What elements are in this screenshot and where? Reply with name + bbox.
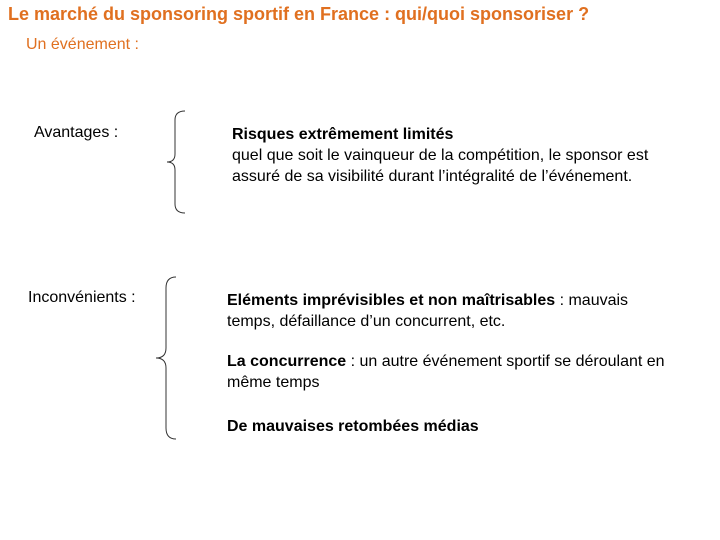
drawback-text: : un autre événement sportif se déroulant en même temps [227,353,665,391]
advantages-label: Avantages : [34,124,119,141]
drawbacks-label: Inconvénients : [28,289,136,306]
page-subtitle: Un événement : [26,36,139,53]
drawbacks-brace [152,276,178,440]
advantages-block [232,124,652,187]
advantages-heading: Risques extrêmement limités [232,126,454,143]
drawback-text: : mauvais temps, défaillance d’un concurrent, etc. [227,292,629,330]
drawback-heading: La concurrence [227,353,347,370]
drawback-item [227,351,667,393]
drawback-heading: Eléments imprévisibles et non maîtrisables [227,292,556,309]
drawback-heading: De mauvaises retombées médias [227,418,479,435]
drawback-item [227,416,667,437]
advantages-brace [165,110,187,214]
advantages-text: quel que soit le vainqueur de la compétition, le sponsor est assuré de sa visibilité durant l’intégralité de l’événement. [232,147,649,185]
drawback-item [227,290,667,332]
page-title: Le marché du sponsoring sportif en France : qui/quoi sponsoriser ? [8,4,590,24]
